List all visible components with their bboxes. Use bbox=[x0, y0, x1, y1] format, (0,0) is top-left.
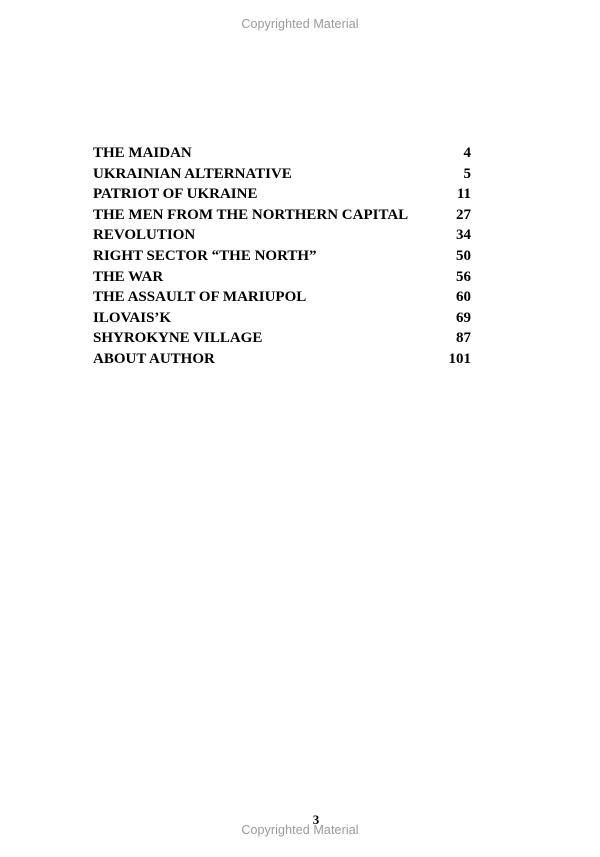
toc-entry-title: RIGHT SECTOR “THE NORTH” bbox=[93, 247, 317, 264]
toc-entry-page: 5 bbox=[463, 165, 471, 182]
toc-entry-page: 4 bbox=[463, 145, 471, 161]
toc-entry bbox=[93, 349, 471, 370]
toc-entry bbox=[93, 184, 471, 205]
toc-entry-title: PATRIOT OF UKRAINE bbox=[93, 186, 258, 203]
toc-entry-title: THE MEN FROM THE NORTHERN CAPITAL bbox=[93, 206, 409, 223]
toc-entry-page: 27 bbox=[456, 206, 471, 223]
toc-entry bbox=[93, 246, 471, 267]
toc-entry-title: UKRAINIAN ALTERNATIVE bbox=[93, 165, 292, 182]
toc-entry bbox=[93, 225, 471, 246]
toc-entry bbox=[93, 164, 471, 185]
toc-entry bbox=[93, 287, 471, 308]
toc-entry-page: 69 bbox=[456, 309, 471, 326]
watermark-bottom: Copyrighted Material bbox=[241, 823, 359, 837]
toc-entry-page: 56 bbox=[456, 268, 471, 285]
toc-entry-title: THE ASSAULT OF MARIUPOL bbox=[93, 289, 307, 306]
toc-entry-page: 87 bbox=[456, 330, 471, 347]
toc-entry-title: REVOLUTION bbox=[93, 227, 196, 244]
toc-entry-page: 60 bbox=[456, 289, 471, 306]
table-of-contents bbox=[93, 143, 471, 370]
toc-entry-page: 11 bbox=[456, 186, 471, 203]
toc-entry-page: 101 bbox=[448, 350, 471, 367]
toc-entry bbox=[93, 143, 471, 164]
toc-entry bbox=[93, 205, 471, 226]
page-number: 3 bbox=[312, 812, 320, 827]
toc-entry-title: ABOUT AUTHOR bbox=[93, 350, 215, 367]
toc-entry-title: SHYROKYNE VILLAGE bbox=[93, 330, 263, 347]
toc-entry-title: THE MAIDAN bbox=[93, 145, 192, 161]
toc-entry bbox=[93, 267, 471, 288]
toc-entry bbox=[93, 328, 471, 349]
toc-entry-title: ILOVAIS’K bbox=[93, 309, 172, 326]
toc-entry-page: 34 bbox=[456, 227, 471, 244]
toc-entry-page: 50 bbox=[456, 247, 471, 264]
toc-entry bbox=[93, 308, 471, 329]
watermark-top: Copyrighted Material bbox=[241, 17, 359, 31]
toc-entry-title: THE WAR bbox=[93, 268, 164, 285]
